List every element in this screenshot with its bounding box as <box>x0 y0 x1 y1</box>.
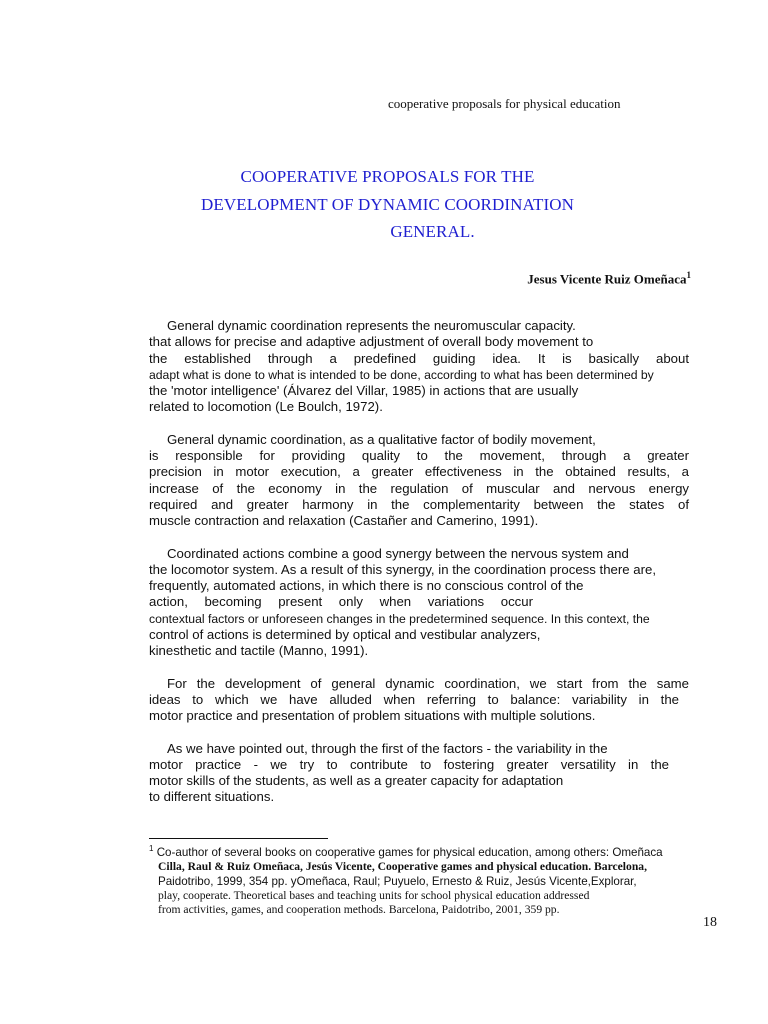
paragraph-line: the locomotor system. As a result of this synergy, in the coordination process there are, <box>149 561 656 577</box>
paragraph-line: General dynamic coordination represents the neuromuscular capacity. <box>167 318 576 333</box>
paragraph-line: required and greater harmony in the complementarity between the states of <box>149 496 689 512</box>
footnote-line <box>149 842 719 860</box>
paragraph-line: As we have pointed out, through the first of the factors - the variability in the <box>167 740 608 756</box>
footnote-mark: 1 <box>149 844 154 853</box>
paragraph-line: contextual factors or unforeseen changes in the predetermined sequence. In this context, the <box>149 611 650 626</box>
paragraph-line: that allows for precise and adaptive adjustment of overall body movement to <box>149 334 594 350</box>
footnote-line: Paidotribo, 1999, 354 pp. yOmeñaca, Raul; Puyuelo, Ernesto & Ruiz, Jesús Vicente,Explorar, <box>158 874 637 888</box>
paragraph-line: adapt what is done to what is intended to be done, according to what has been determined by <box>149 367 654 382</box>
author-name: Jesus Vicente Ruiz Omeñaca <box>527 271 687 287</box>
author-byline <box>527 270 691 287</box>
paragraph-1 <box>149 318 689 416</box>
document-title <box>150 163 705 246</box>
paragraph-line: control of actions is determined by optical and vestibular analyzers, <box>149 627 541 643</box>
footnote-line-text: Co-author of several books on cooperative games for physical education, among others: Omeñaca <box>156 845 663 859</box>
paragraph-line: action, becoming present only when variations occur <box>149 594 533 610</box>
paragraph-line: ideas to which we have alluded when referring to balance: variability in the <box>149 691 679 707</box>
paragraph-line: motor skills of the students, as well as a greater capacity for adaptation <box>149 773 564 789</box>
paragraph-2 <box>149 432 689 530</box>
paragraph-5 <box>149 741 689 806</box>
paragraph-line: frequently, automated actions, in which there is no conscious control of the <box>149 578 584 594</box>
footnote-line: from activities, games, and cooperation methods. Barcelona, Paidotribo, 2001, 359 pp. <box>158 903 560 917</box>
paragraph-line: motor practice - we try to contribute to fostering greater versatility in the <box>149 756 669 772</box>
paragraph-4 <box>149 676 689 725</box>
paragraph-line: muscle contraction and relaxation (Castañer and Camerino, 1991). <box>149 513 539 529</box>
paragraph-line: Coordinated actions combine a good synergy between the nervous system and <box>167 545 629 561</box>
paragraph-line: to different situations. <box>149 789 275 805</box>
paragraph-line: increase of the economy in the regulation of muscular and nervous energy <box>149 480 689 496</box>
footnote <box>149 842 719 918</box>
title-line-2: DEVELOPMENT OF DYNAMIC COORDINATION <box>201 194 574 214</box>
paragraph-line: precision in motor execution, a greater effectiveness in the obtained results, a <box>149 464 689 480</box>
title-line-3: GENERAL. <box>390 222 475 241</box>
page-number: 18 <box>703 915 717 930</box>
paragraph-3 <box>149 546 689 660</box>
paragraph-line: motor practice and presentation of problem situations with multiple solutions. <box>149 708 596 724</box>
footnote-line: play, cooperate. Theoretical bases and teaching units for school physical education addressed <box>158 889 590 903</box>
title-line-1: COOPERATIVE PROPOSALS FOR THE <box>240 167 535 186</box>
paragraph-line: the established through a predefined guiding idea. It is basically about <box>149 350 689 366</box>
footnote-divider <box>149 838 328 839</box>
paragraph-line: is responsible for providing quality to the movement, through a greater <box>149 448 689 464</box>
paragraph-line: For the development of general dynamic coordination, we start from the same <box>167 675 689 691</box>
body-text <box>149 318 689 822</box>
paragraph-line: the 'motor intelligence' (Álvarez del Villar, 1985) in actions that are usually <box>149 383 579 399</box>
footnote-line: Cilla, Raul & Ruiz Omeñaca, Jesús Vicente, Cooperative games and physical education. Barcelona, <box>158 860 647 874</box>
paragraph-line: related to locomotion (Le Boulch, 1972). <box>149 399 383 415</box>
paragraph-line: General dynamic coordination, as a qualitative factor of bodily movement, <box>167 431 596 447</box>
paragraph-line: kinesthetic and tactile (Manno, 1991). <box>149 643 369 659</box>
running-header: cooperative proposals for physical education <box>388 96 621 111</box>
author-footnote-mark: 1 <box>686 270 691 280</box>
